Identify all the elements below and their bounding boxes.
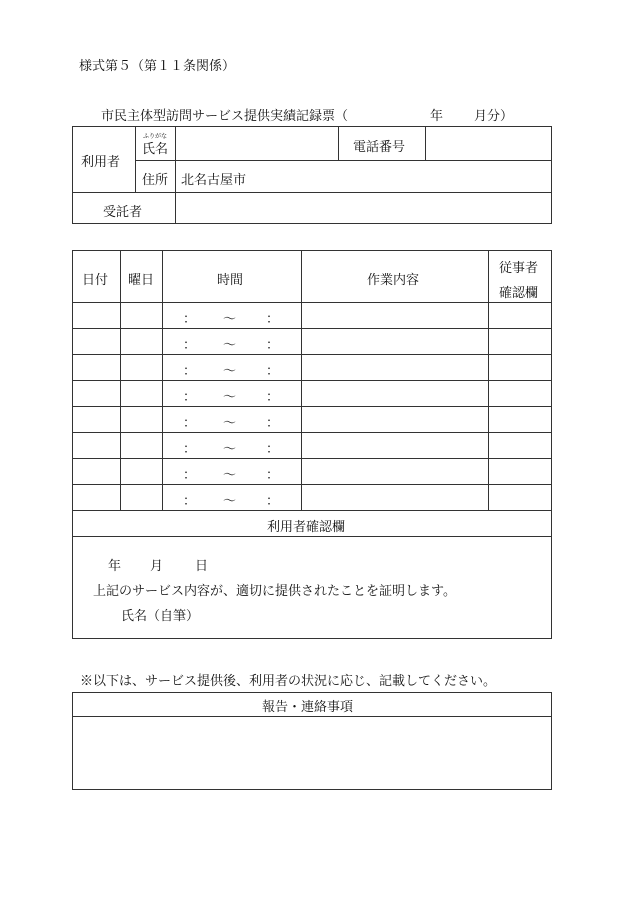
time-tilde: ～ xyxy=(223,468,237,483)
date-cell[interactable] xyxy=(74,382,118,404)
weekday-cell[interactable] xyxy=(122,486,160,508)
phone-field[interactable] xyxy=(427,128,550,158)
title-year: 年 xyxy=(430,109,444,124)
phone-label: 電話番号 xyxy=(353,140,406,155)
note-text: ※以下は、サービス提供後、利用者の状況に応じ、記載してください。 xyxy=(80,674,497,689)
confirm-statement: 上記のサービス内容が、適切に提供されたことを証明します。 xyxy=(93,584,456,599)
time-end-colon: ： xyxy=(266,364,280,379)
name-field[interactable] xyxy=(177,128,336,158)
time-end-colon: ： xyxy=(266,494,280,509)
confirm-day: 日 xyxy=(195,559,209,574)
time-tilde: ～ xyxy=(223,338,237,353)
weekday-cell[interactable] xyxy=(122,330,160,352)
time-tilde: ～ xyxy=(223,364,237,379)
name-furigana: ふりがな xyxy=(143,133,168,140)
user-label: 利用者 xyxy=(81,155,121,170)
signature-field[interactable] xyxy=(210,600,540,626)
address-label: 住所 xyxy=(142,173,169,188)
time-tilde: ～ xyxy=(223,442,237,457)
column-weekday: 曜日 xyxy=(128,273,155,288)
time-tilde: ～ xyxy=(223,390,237,405)
date-cell[interactable] xyxy=(74,304,118,326)
time-start-colon: ： xyxy=(183,442,197,457)
form-number: 様式第５（第１１条関係） xyxy=(79,59,236,74)
work-cell[interactable] xyxy=(303,304,486,326)
work-cell[interactable] xyxy=(303,382,486,404)
column-time: 時間 xyxy=(217,273,244,288)
date-cell[interactable] xyxy=(74,408,118,430)
date-cell[interactable] xyxy=(74,356,118,378)
weekday-cell[interactable] xyxy=(122,304,160,326)
time-end-colon: ： xyxy=(266,416,280,431)
time-start-colon: ： xyxy=(183,468,197,483)
staff-confirm-cell[interactable] xyxy=(490,460,550,482)
report-heading: 報告・連絡事項 xyxy=(262,700,354,715)
date-cell[interactable] xyxy=(74,486,118,508)
time-end-colon: ： xyxy=(266,390,280,405)
date-cell[interactable] xyxy=(74,434,118,456)
time-end-colon: ： xyxy=(266,442,280,457)
column-work: 作業内容 xyxy=(367,273,420,288)
time-start-colon: ： xyxy=(183,494,197,509)
staff-confirm-cell[interactable] xyxy=(490,408,550,430)
date-cell[interactable] xyxy=(74,460,118,482)
work-cell[interactable] xyxy=(303,330,486,352)
work-cell[interactable] xyxy=(303,408,486,430)
weekday-cell[interactable] xyxy=(122,356,160,378)
time-start-colon: ： xyxy=(183,390,197,405)
work-cell[interactable] xyxy=(303,434,486,456)
column-staff-confirm-1: 従事者 xyxy=(499,261,539,276)
time-start-colon: ： xyxy=(183,416,197,431)
work-cell[interactable] xyxy=(303,460,486,482)
date-cell[interactable] xyxy=(74,330,118,352)
user-confirm-heading: 利用者確認欄 xyxy=(267,520,346,535)
report-field[interactable] xyxy=(74,718,550,788)
time-end-colon: ： xyxy=(266,338,280,353)
weekday-cell[interactable] xyxy=(122,434,160,456)
time-tilde: ～ xyxy=(223,416,237,431)
staff-confirm-cell[interactable] xyxy=(490,382,550,404)
weekday-cell[interactable] xyxy=(122,408,160,430)
time-tilde: ～ xyxy=(223,312,237,327)
column-date: 日付 xyxy=(82,273,109,288)
time-end-colon: ： xyxy=(266,312,280,327)
staff-confirm-cell[interactable] xyxy=(490,486,550,508)
staff-confirm-cell[interactable] xyxy=(490,356,550,378)
staff-confirm-cell[interactable] xyxy=(490,434,550,456)
time-start-colon: ： xyxy=(183,312,197,327)
confirm-month: 月 xyxy=(150,559,164,574)
contractor-field[interactable] xyxy=(177,194,550,222)
contractor-label: 受託者 xyxy=(103,205,143,220)
form-title: 市民主体型訪問サービス提供実績記録票（ xyxy=(101,109,349,124)
time-start-colon: ： xyxy=(183,338,197,353)
weekday-cell[interactable] xyxy=(122,382,160,404)
name-label: 氏名 xyxy=(142,142,169,157)
time-end-colon: ： xyxy=(266,468,280,483)
confirm-year: 年 xyxy=(108,559,122,574)
time-start-colon: ： xyxy=(183,364,197,379)
work-cell[interactable] xyxy=(303,356,486,378)
time-tilde: ～ xyxy=(223,494,237,509)
weekday-cell[interactable] xyxy=(122,460,160,482)
staff-confirm-cell[interactable] xyxy=(490,330,550,352)
signature-label: 氏名（自筆） xyxy=(121,609,200,624)
work-cell[interactable] xyxy=(303,486,486,508)
address-field[interactable]: 北名古屋市 xyxy=(181,173,247,188)
column-staff-confirm-2: 確認欄 xyxy=(499,286,539,301)
staff-confirm-cell[interactable] xyxy=(490,304,550,326)
title-month: 月分） xyxy=(474,109,514,124)
